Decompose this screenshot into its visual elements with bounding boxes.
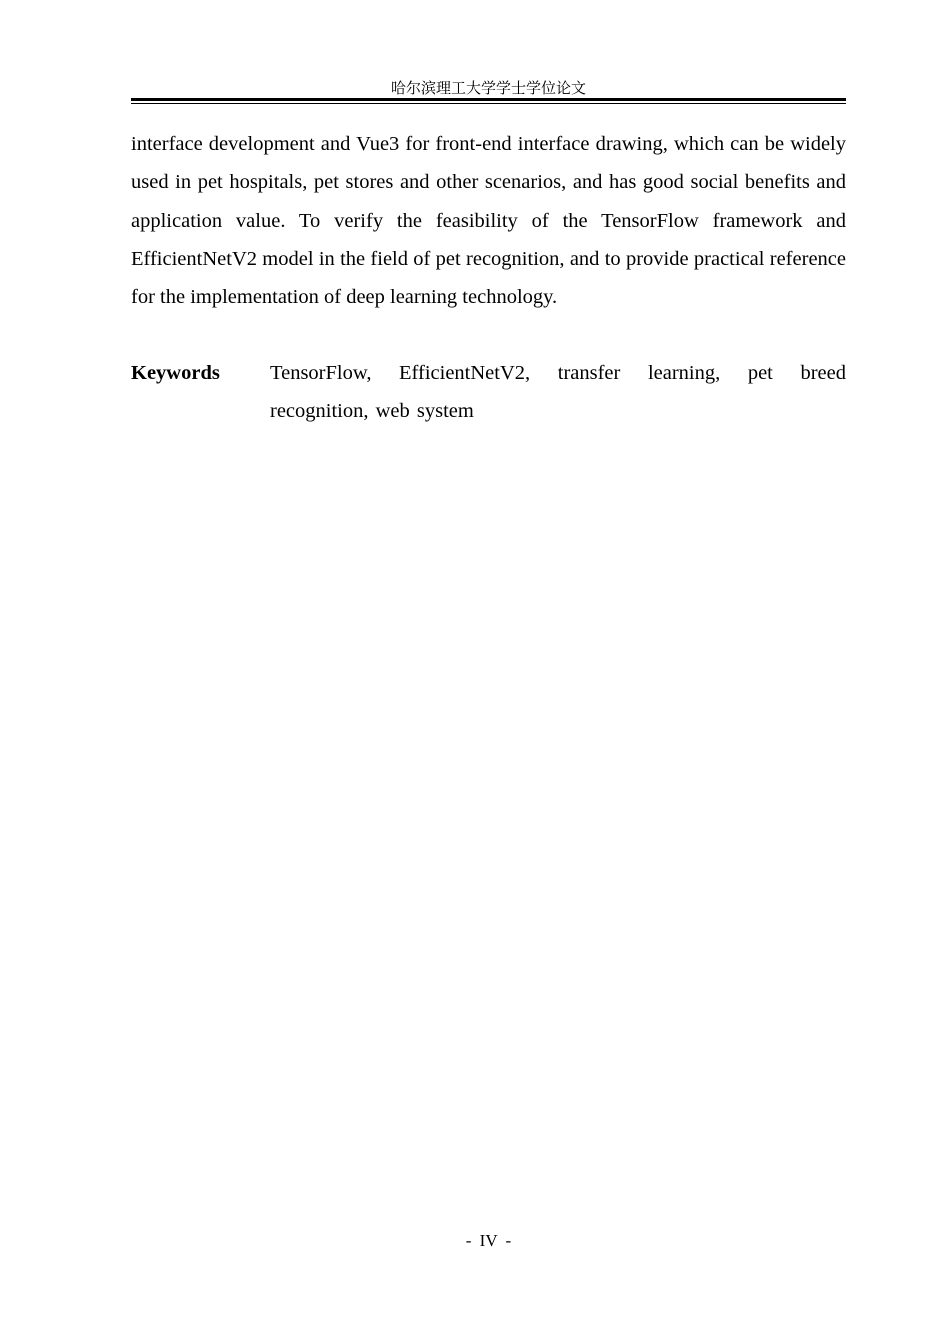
keywords-list: TensorFlow, EfficientNetV2, transfer learning, pet breed recognition, web system (270, 362, 846, 423)
page-number: - IV - (465, 1231, 512, 1250)
header-rule-thin (131, 103, 846, 104)
abstract-paragraph: interface development and Vue3 for front-end interface drawing, which can be widely used in pet hospitals, pet stores and other scenarios, and has good social benefits and application value. To verify the feasibility of the TensorFlow framework and EfficientNetV2 model in the field of pet recognition, and to provide practical reference for the implementation of deep learning technology. (131, 133, 846, 309)
keywords-label: Keywords (131, 362, 220, 384)
page-header-title: 哈尔滨理工大学学士学位论文 (390, 79, 586, 97)
header-rule-thick (131, 98, 846, 101)
